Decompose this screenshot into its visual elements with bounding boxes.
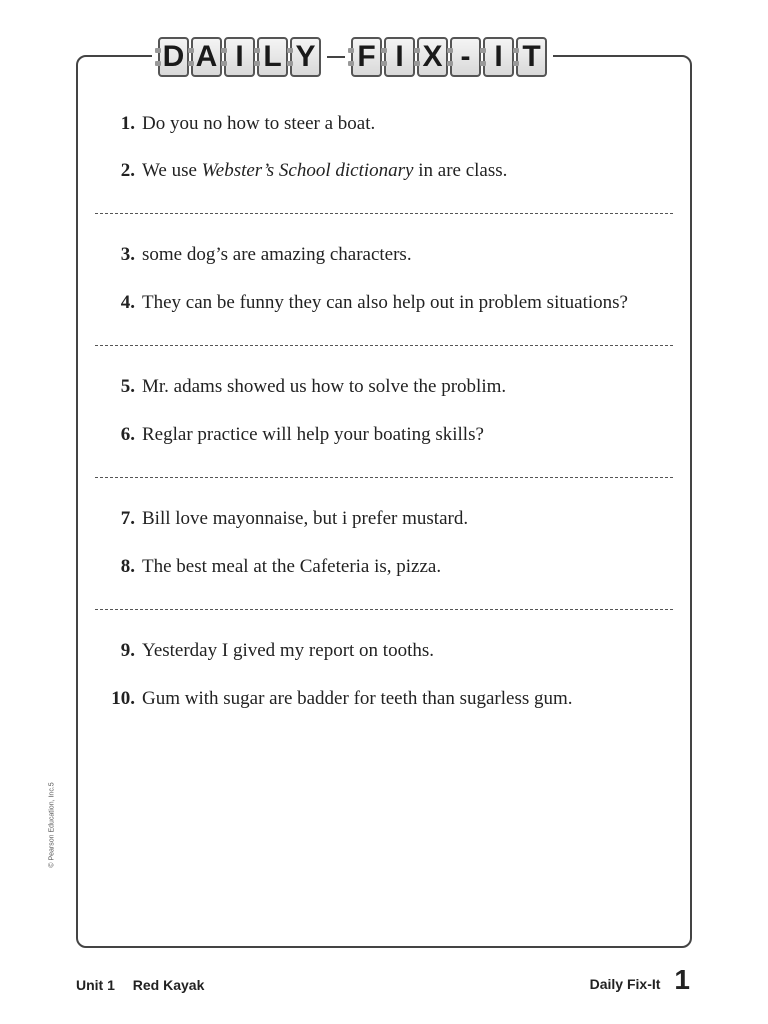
footer-unit xyxy=(76,977,204,993)
title-letter-tile: X xyxy=(417,37,448,77)
sentence-item xyxy=(95,244,412,266)
title-letter-tile: L xyxy=(257,37,288,77)
sentence-item xyxy=(95,556,441,578)
title-word-daily xyxy=(158,37,321,77)
sentence-text: Mr. adams showed us how to solve the problim. xyxy=(142,376,507,397)
copyright-notice: © Pearson Education, Inc.5 xyxy=(48,782,56,868)
sentence-text: Bill love mayonnaise, but i prefer mustard. xyxy=(142,508,469,529)
page-number: 1 xyxy=(674,964,690,995)
sentence-item xyxy=(95,640,434,662)
sentence-number: 7. xyxy=(120,508,135,529)
title-letter-tile: F xyxy=(351,37,382,77)
sentence-text: Gum with sugar are badder for teeth than sugarless gum. xyxy=(142,688,573,709)
sentence-text: Yesterday I gived my report on tooths. xyxy=(142,640,435,661)
sentence-text: in are class. xyxy=(413,160,508,181)
title-letter-tile: I xyxy=(483,37,514,77)
sentence-number: 6. xyxy=(120,424,135,445)
sentence-number: 5. xyxy=(120,376,135,397)
divider xyxy=(95,213,673,214)
title-letter-tile: I xyxy=(384,37,415,77)
title-separator xyxy=(327,56,345,58)
title-letter-tile: T xyxy=(516,37,547,77)
footer-title: Daily Fix-It xyxy=(589,976,661,992)
sentence-item xyxy=(95,508,468,530)
sentence-number: 4. xyxy=(120,292,135,313)
sentence-number: 3. xyxy=(120,244,135,265)
sentence-item xyxy=(95,292,628,314)
title-letter-tile: Y xyxy=(290,37,321,77)
sentence-text: We use xyxy=(142,160,202,181)
sentence-number: 10. xyxy=(111,688,135,709)
sentence-number: 2. xyxy=(120,160,135,181)
title-letter-tile: I xyxy=(224,37,255,77)
title-letter-tile: - xyxy=(450,37,481,77)
sentence-item xyxy=(95,688,573,710)
sentence-item xyxy=(95,376,506,398)
title-word-fixit xyxy=(351,37,547,77)
sentence-item xyxy=(95,424,484,446)
footer-page-info xyxy=(590,964,690,996)
sentence-item xyxy=(95,160,507,182)
sentence-text: Do you no how to steer a boat. xyxy=(142,113,376,134)
divider xyxy=(95,609,673,610)
worksheet-frame xyxy=(76,55,692,948)
divider xyxy=(95,477,673,478)
sentence-text: They can be funny they can also help out in problem situations? xyxy=(142,292,628,313)
sentence-text: some dog’s are amazing characters. xyxy=(142,244,412,265)
sentence-number: 1. xyxy=(120,113,135,134)
sentence-text: The best meal at the Cafeteria is, pizza. xyxy=(142,556,442,577)
sentence-italic-text: Webster’s School dictionary xyxy=(201,160,414,181)
sentence-item xyxy=(95,113,375,135)
sentence-number: 8. xyxy=(120,556,135,577)
unit-label: Unit 1 xyxy=(76,977,115,993)
divider xyxy=(95,345,673,346)
title-letter-tile: D xyxy=(158,37,189,77)
sentence-number: 9. xyxy=(120,640,135,661)
page-title xyxy=(152,33,553,81)
title-letter-tile: A xyxy=(191,37,222,77)
sentence-text: Reglar practice will help your boating skills? xyxy=(142,424,484,445)
story-label: Red Kayak xyxy=(132,977,205,993)
